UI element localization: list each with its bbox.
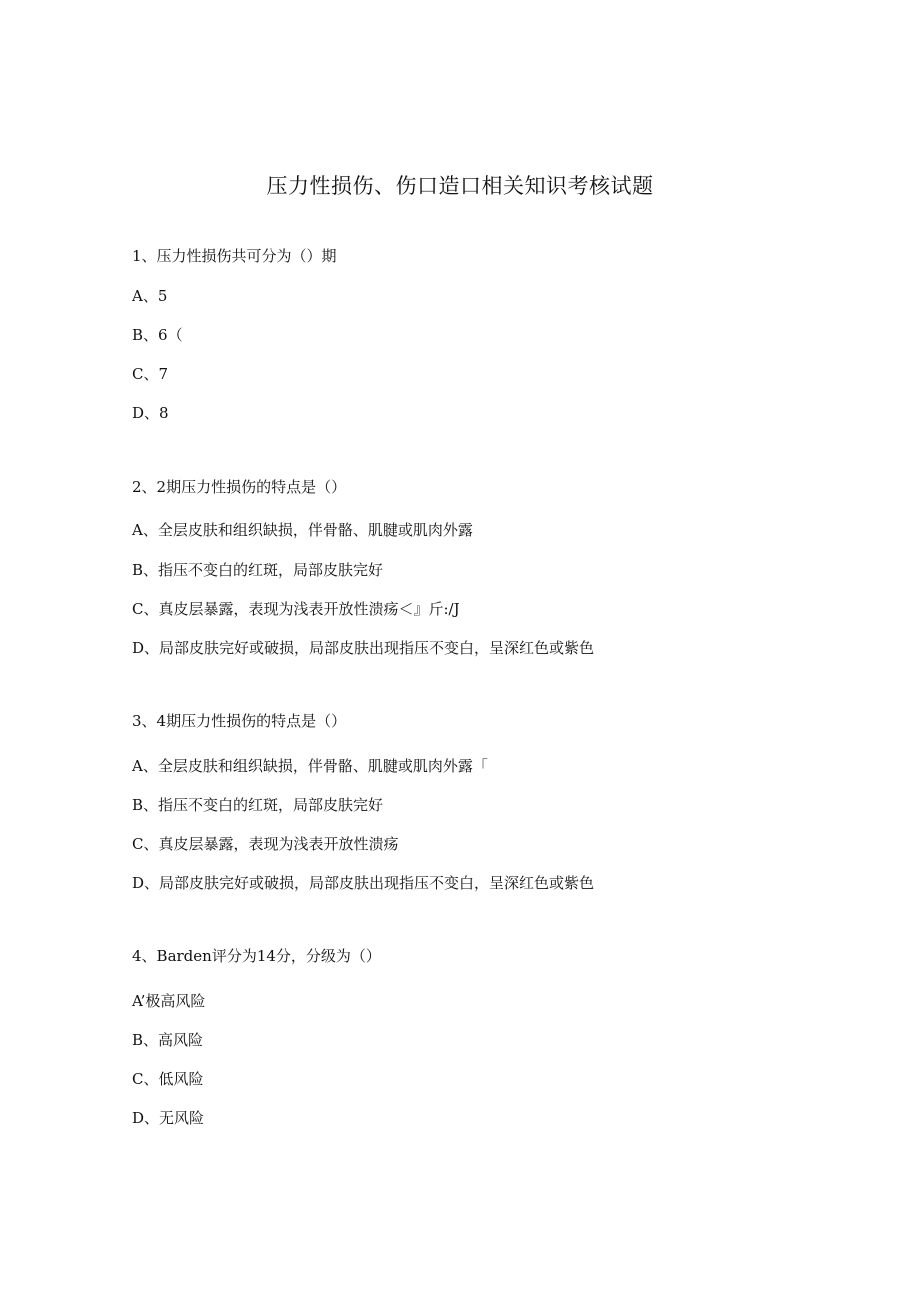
option-c: C、低风险 bbox=[132, 1070, 204, 1088]
option-b: B、高风险 bbox=[132, 1031, 204, 1049]
option-c: C、7 bbox=[132, 365, 169, 383]
option-a: A、全层皮肤和组织缺损，伴骨骼、肌腱或肌肉外露 bbox=[132, 521, 473, 539]
question-stem: 4、Barden评分为14分，分级为（） bbox=[132, 947, 381, 965]
question-stem: 1、压力性损伤共可分为（）期 bbox=[132, 247, 337, 265]
option-a: A、全层皮肤和组织缺损，伴骨骼、肌腱或肌肉外露「 bbox=[132, 757, 488, 775]
option-c: C、真皮层暴露，表现为浅表开放性溃疡＜』斤:/J bbox=[132, 600, 460, 618]
option-d: D、无风险 bbox=[132, 1109, 205, 1127]
option-d: D、8 bbox=[132, 404, 169, 422]
option-d: D、局部皮肤完好或破损，局部皮肤出现指压不变白，呈深红色或紫色 bbox=[132, 639, 595, 657]
option-a: A、5 bbox=[132, 287, 168, 305]
option-a: A’极高风险 bbox=[132, 992, 206, 1010]
option-b: B、指压不变白的红斑，局部皮肤完好 bbox=[132, 796, 384, 814]
option-b: B、指压不变白的红斑，局部皮肤完好 bbox=[132, 561, 384, 579]
question-stem: 2、2期压力性损伤的特点是（） bbox=[132, 478, 347, 496]
option-d: D、局部皮肤完好或破损，局部皮肤出现指压不变白，呈深红色或紫色 bbox=[132, 874, 595, 892]
option-b: B、6（ bbox=[132, 326, 183, 344]
option-c: C、真皮层暴露，表现为浅表开放性溃疡 bbox=[132, 835, 399, 853]
question-stem: 3、4期压力性损伤的特点是（） bbox=[132, 712, 347, 730]
page-title: 压力性损伤、伤口造口相关知识考核试题 bbox=[266, 174, 654, 198]
